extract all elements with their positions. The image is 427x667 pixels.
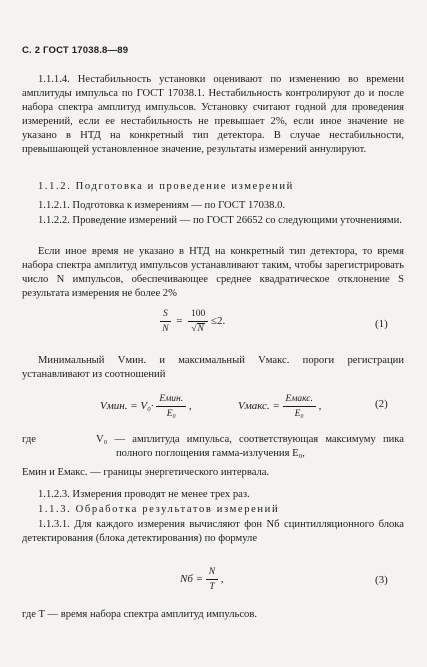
paragraph-1-1-2-2: 1.1.2.2. Проведение измерений — по ГОСТ 26652 со следующими уточнениями. [38, 215, 402, 226]
paragraph-1-1-1-4: 1.1.1.4. Нестабильность установки оценивают по изменению во времени амплитуды импульса по ГОСТ 17038.1. Нестабильность контролируют до и после набора спектра амплитуд импульсов. Установку считают годной для проведения измерений, если ее нестабильность не превышает 2%, если иное значение не указано в НТД на конкретный тип детектора. В случае нестабильности, превышающей установленное значение, результаты измерений аннулируют. [22, 74, 404, 155]
paragraph-1-1-2-3: 1.1.2.3. Измерения проводят не менее трех раз. [38, 489, 250, 500]
definition-v0: V₀ — амплитуда импульса, соответствующая максимуму пика полного поглощения гамма-излучения E₀, [96, 434, 404, 459]
equation-number-2: (2) [375, 398, 388, 410]
sqrt-icon: √ [191, 324, 197, 334]
fraction-s-over-n: $\frac{S}{N}$ [160, 308, 171, 335]
definition-t: где T — время набора спектра амплитуд импульсов. [22, 609, 257, 620]
section-heading-1-1-3: 1.1.3. Обработка результатов измерений [38, 504, 280, 515]
where-label-1: где [22, 434, 36, 445]
equation-number-3: (3) [375, 574, 388, 586]
formula-2a: Vмин. = V₀· $\frac{\text{Eмин.}}{\text{E₀}}$ , [100, 394, 192, 419]
formula-3: Nб = $\frac{N}{T}$ , [180, 567, 224, 592]
definition-energy-bounds: Eмин и Eмакс. — границы энергетического интервала. [22, 467, 270, 478]
paragraph-thresholds: Минимальный Vмин. и максимальный Vмакс. пороги регистрации устанавливают из соотношений [22, 355, 404, 380]
equation-number-1: (1) [375, 318, 388, 330]
formula-1: $\frac{S}{N}$ = $\frac{100}{√N}$ ≤2. [160, 308, 225, 335]
fraction-100-over-sqrt-n: $\frac{100}{√N}$ [188, 308, 208, 335]
paragraph-1-1-3-1: 1.1.3.1. Для каждого измерения вычисляют фон Nб сцинтилляционного блока детектирования (блока детектирования) по формуле [22, 519, 404, 544]
formula-2b: Vмакс. = $\frac{\text{Eмакс.}}{\text{E₀}}$ , [238, 394, 322, 419]
paragraph-1-1-2-1: 1.1.2.1. Подготовка к измерениям — по ГОСТ 17038.0. [38, 200, 286, 211]
paragraph-measurement-time: Если иное время не указано в НТД на конкретный тип детектора, то время набора спектра амплитуд импульсов устанавливают таким, чтобы зарегистрировать число N импульсов, обеспечивающее среднее квадратическое отклонение S результата измерения не более 2% [22, 246, 404, 299]
section-heading-1-1-2: 1.1.2. Подготовка и проведение измерений [38, 181, 294, 192]
page-header: С. 2 ГОСТ 17038.8—89 [22, 45, 129, 56]
